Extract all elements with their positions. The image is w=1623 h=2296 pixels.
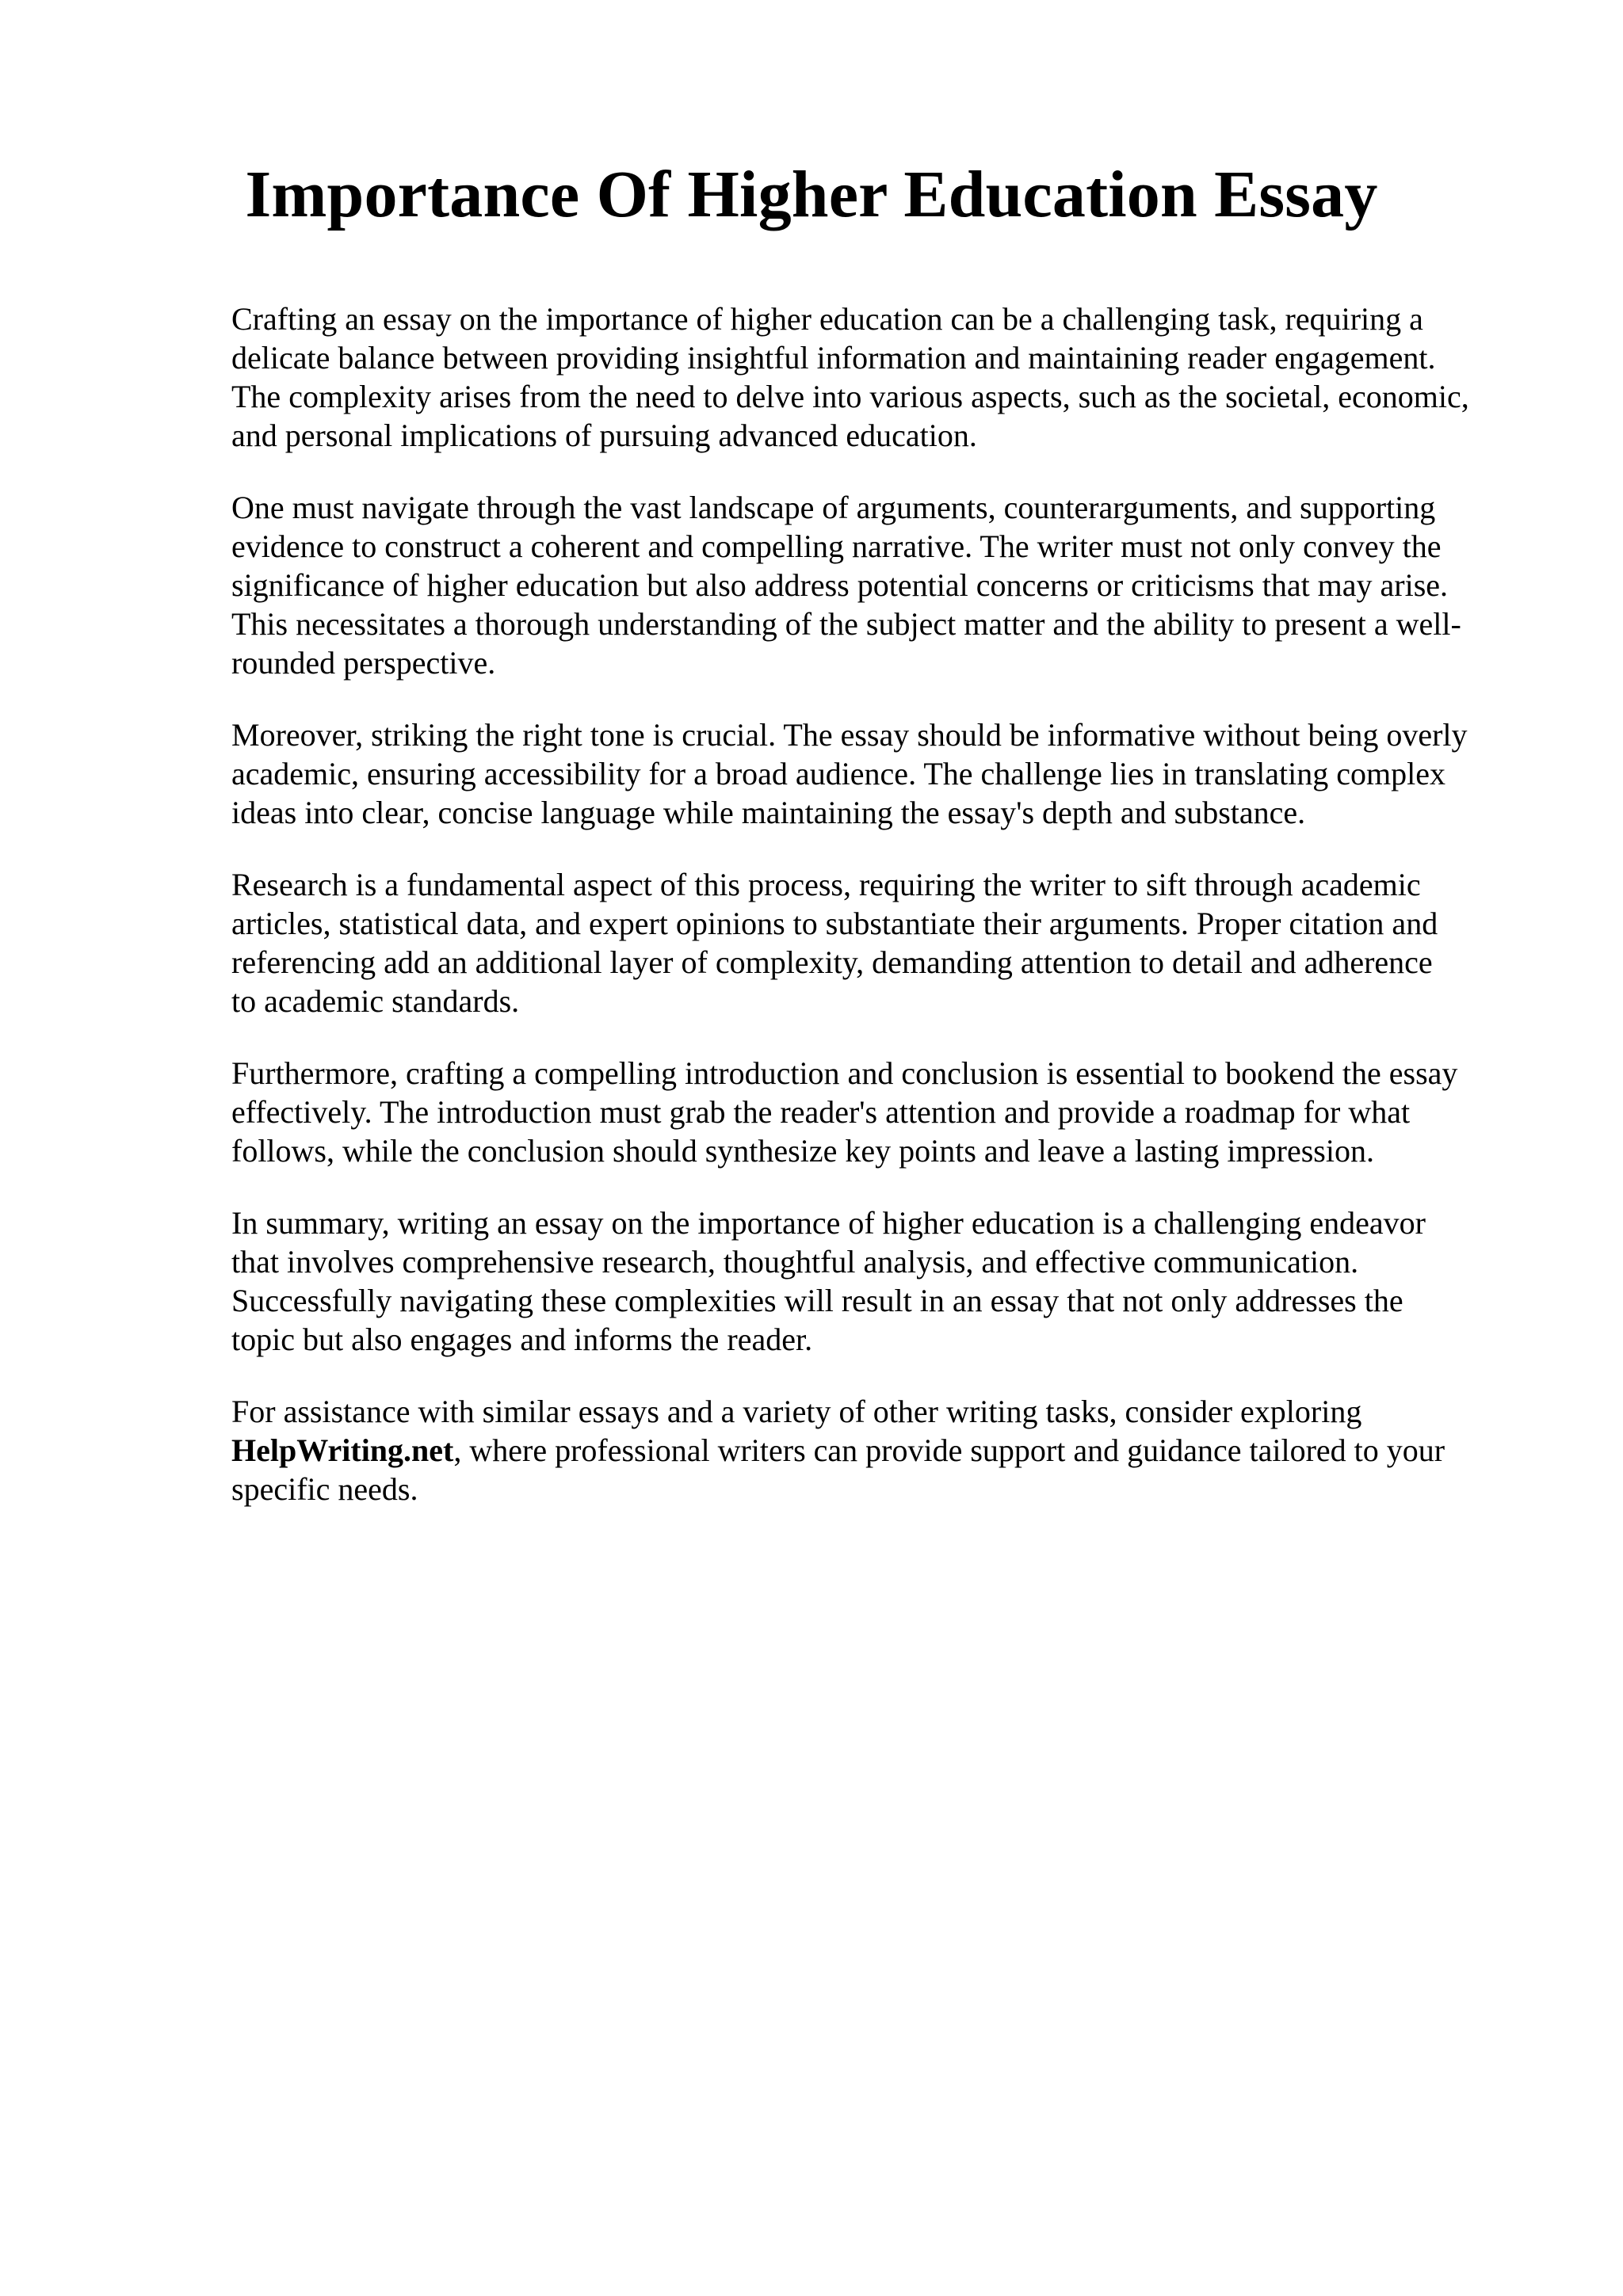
closing-paragraph	[231, 1392, 1531, 1508]
paragraph-5: Furthermore, crafting a compelling introduction and conclusion is essential to bookend the essay effectively. The introduction must grab the reader's attention and provide a roadmap for what follows, while the conclusion should synthesize key points and leave a lasting impression.	[231, 1055, 1458, 1169]
paragraph-4: Research is a fundamental aspect of this process, requiring the writer to sift through academic articles, statistical data, and expert opinions to substantiate their arguments. Proper citation and referencing add an additional layer of complexity, demanding attention to detail and adherence to academic standards.	[231, 867, 1438, 1019]
closing-text-after: , where professional writers can provide support and guidance tailored to your specific needs.	[231, 1432, 1445, 1507]
helpwriting-link[interactable]: HelpWriting.net	[231, 1432, 454, 1468]
paragraph-3: Moreover, striking the right tone is crucial. The essay should be informative without being overly academic, ensuring accessibility for a broad audience. The challenge lies in translating complex ideas into clear, concise language while maintaining the essay's depth and substance.	[231, 717, 1468, 830]
paragraph-2: One must navigate through the vast landscape of arguments, counterarguments, and supporting evidence to construct a coherent and compelling narrative. The writer must not only convey the significance of higher education but also address potential concerns or criticisms that may arise. This necessitates a thorough understanding of the subject matter and the ability to present a well- rounded perspective.	[231, 490, 1461, 681]
closing-text-before: For assistance with similar essays and a variety of other writing tasks, consider exploring	[231, 1394, 1362, 1429]
essay-body	[231, 299, 1531, 1508]
page-title: Importance Of Higher Education Essay	[245, 158, 1378, 231]
paragraph-1: Crafting an essay on the importance of higher education can be a challenging task, requiring a delicate balance between providing insightful information and maintaining reader engagement. The complexity arises from the need to delve into various aspects, such as the societal, economic, and personal implications of pursuing advanced education.	[231, 301, 1469, 453]
paragraph-6: In summary, writing an essay on the importance of higher education is a challenging endeavor that involves comprehensive research, thoughtful analysis, and effective communication. Successfully navigating these complexities will result in an essay that not only addresses the topic but also engages and informs the reader.	[231, 1205, 1426, 1357]
